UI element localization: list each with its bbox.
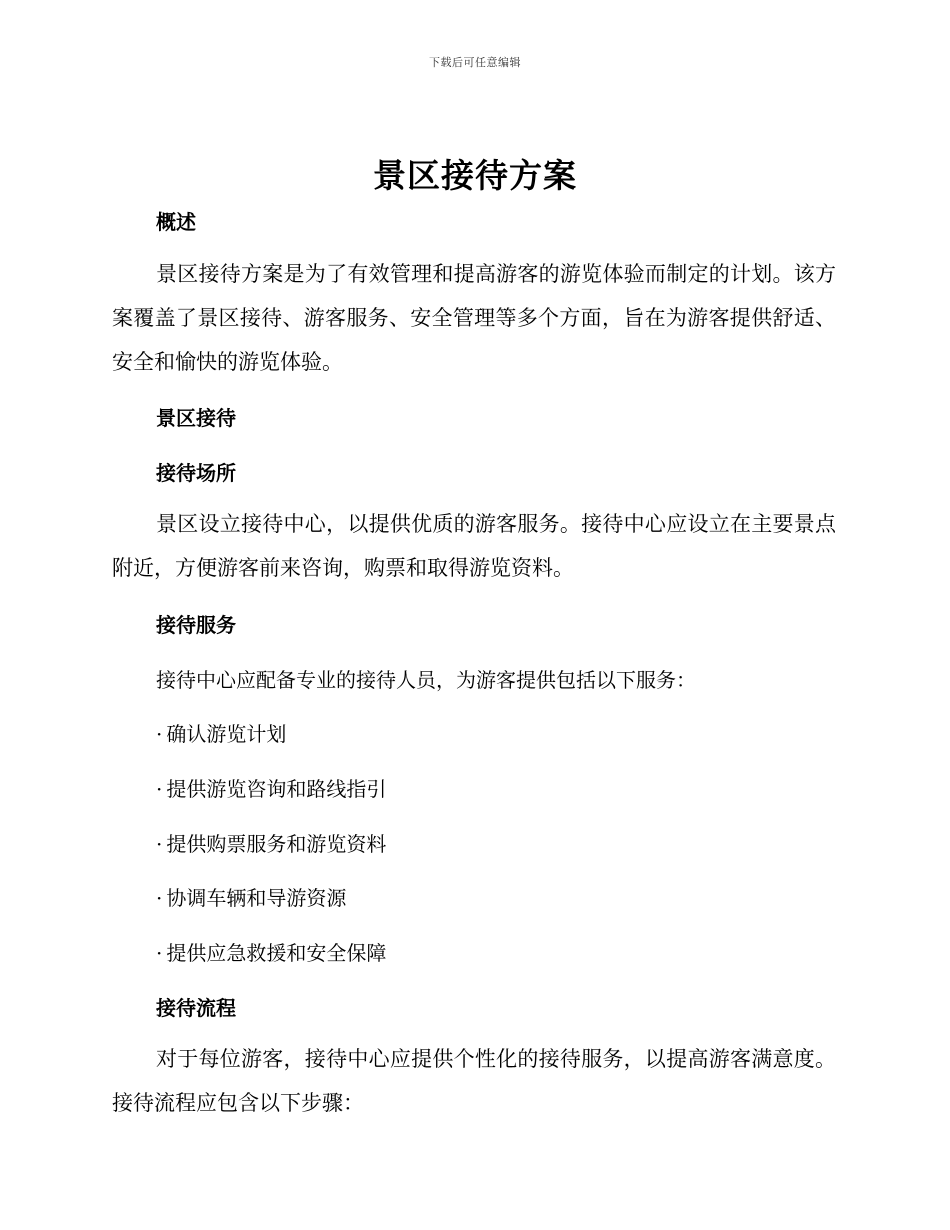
bullet-icon: · xyxy=(156,832,163,856)
list-item xyxy=(156,882,346,911)
list-item-text: 协调车辆和导游资源 xyxy=(166,886,347,910)
list-item xyxy=(156,718,286,747)
paragraph-overview: 景区接待方案是为了有效管理和提高游客的游览体验而制定的计划。该方案覆盖了景区接待、游客服务、安全管理等多个方面，旨在为游客提供舒适、安全和愉快的游览体验。 xyxy=(112,262,836,374)
bullet-icon: · xyxy=(156,886,163,910)
list-item-text: 提供应急救援和安全保障 xyxy=(166,941,387,965)
heading-venue: 接待场所 xyxy=(156,461,236,485)
list-item xyxy=(156,828,386,857)
bullet-icon: · xyxy=(156,941,163,965)
bullet-icon: · xyxy=(156,777,163,801)
heading-reception: 景区接待 xyxy=(156,406,236,430)
paragraph-service-lead: 接待中心应配备专业的接待人员，为游客提供包括以下服务： xyxy=(156,668,696,692)
paragraph-venue: 景区设立接待中心，以提供优质的游客服务。接待中心应设立在主要景点附近，方便游客前来咨询，购票和取得游览资料。 xyxy=(112,512,836,580)
header-note: 下载后可任意编辑 xyxy=(429,56,521,69)
document-title: 景区接待方案 xyxy=(373,156,577,195)
list-item xyxy=(156,937,386,966)
heading-service: 接待服务 xyxy=(156,613,236,637)
list-item-text: 确认游览计划 xyxy=(166,722,287,746)
list-item-text: 提供游览咨询和路线指引 xyxy=(166,777,387,801)
paragraph-process: 对于每位游客，接待中心应提供个性化的接待服务，以提高游客满意度。接待流程应包含以下步骤： xyxy=(112,1047,836,1115)
bullet-icon: · xyxy=(156,722,163,746)
list-item xyxy=(156,773,386,802)
heading-overview: 概述 xyxy=(156,210,196,234)
heading-process: 接待流程 xyxy=(156,996,236,1020)
list-item-text: 提供购票服务和游览资料 xyxy=(166,832,387,856)
